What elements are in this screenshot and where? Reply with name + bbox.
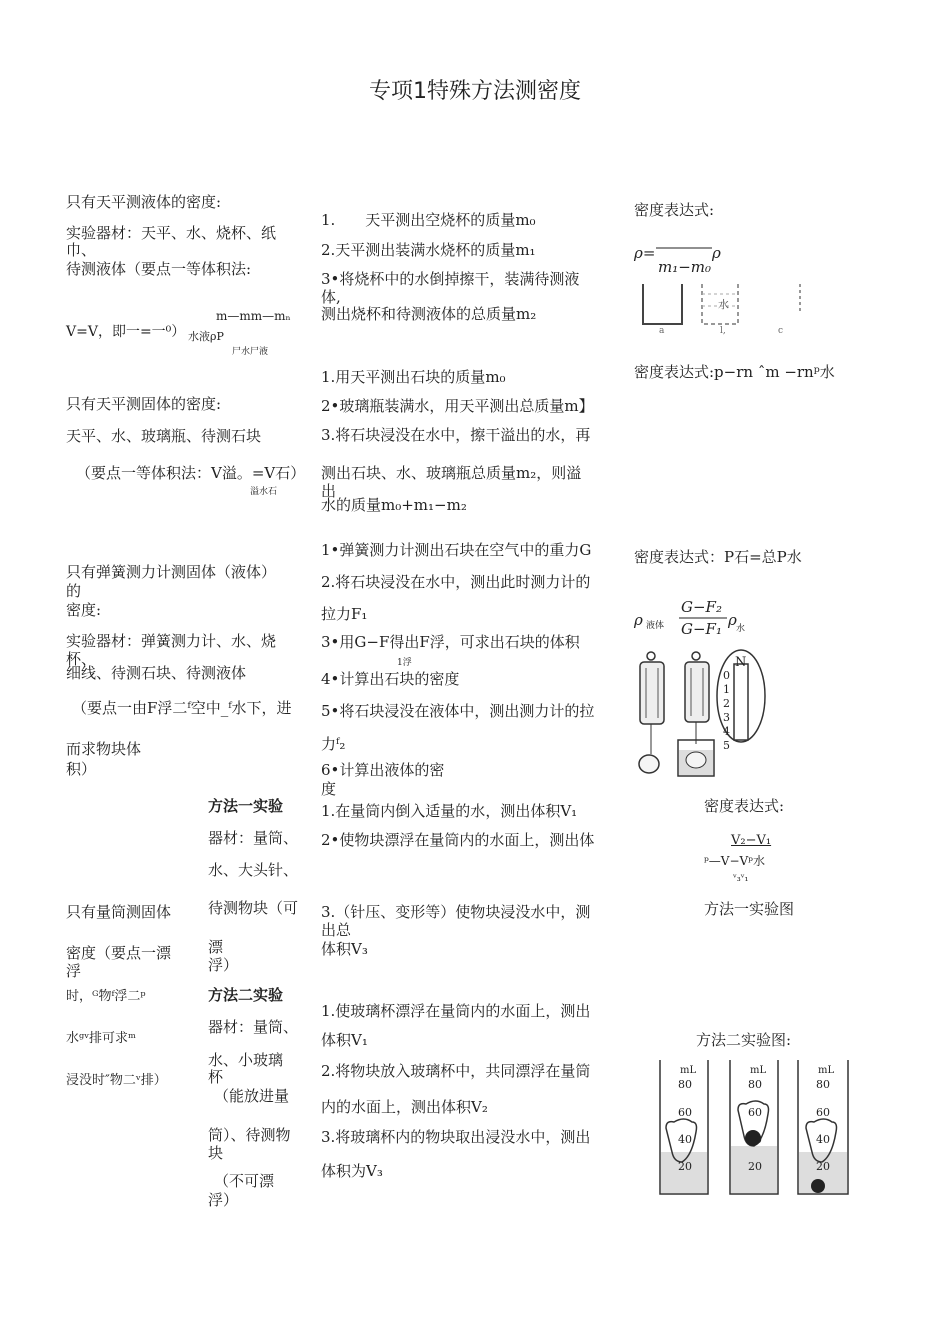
cylinder-tick-40: 40 bbox=[678, 1133, 692, 1146]
method2-equipment-8: 浮） bbox=[208, 1191, 239, 1209]
method1-equipment-4: 漂 bbox=[208, 938, 224, 956]
section2-heading: 只有天平测固体的密度: bbox=[66, 395, 222, 413]
cylinder-unit-3: mL bbox=[818, 1065, 835, 1076]
method2-equipment-2: 水、小玻璃 bbox=[208, 1051, 284, 1069]
fig-label-a: a bbox=[659, 326, 665, 336]
method2-step-1: 1.使玻璃杯漂浮在量筒内的水面上，测出 bbox=[321, 1002, 591, 1020]
method2-equipment: 器材：量筒、 bbox=[208, 1018, 299, 1036]
method1-title: 方法一实验 bbox=[208, 797, 284, 815]
method1-figure-caption: 方法一实验图 bbox=[704, 900, 795, 918]
method2-step-3-cont: 体积为V₃ bbox=[321, 1162, 383, 1180]
cylinder-tick-60: 60 bbox=[748, 1106, 762, 1119]
section1-heading: 只有天平测液体的密度: bbox=[66, 193, 222, 211]
method1-formula-2: ᵖ—V−Vᵖ水 bbox=[704, 854, 765, 868]
section3-equipment-cont: 杯、 bbox=[66, 650, 97, 668]
cylinder-tick-20: 20 bbox=[816, 1160, 830, 1173]
method2-equipment-5: 筒）、待测物 bbox=[208, 1126, 291, 1144]
method1-formula-3: ᵛ₃ᵛ₁ bbox=[733, 873, 749, 884]
method1-step-2: 2•使物块漂浮在量筒内的水面上，测出体 bbox=[321, 831, 595, 849]
section4-density-4: 水ᵍᵛ排可求ᵐ bbox=[66, 1031, 137, 1046]
section1-equipment-cont: 巾、 bbox=[66, 241, 97, 259]
section3-formula-sub: 液体 bbox=[646, 621, 665, 631]
section1-formula-rho: ρ= bbox=[634, 244, 656, 262]
method2-step-3: 3.将玻璃杯内的物块取出浸没水中，测出 bbox=[321, 1128, 591, 1146]
cylinder-tick-80: 80 bbox=[816, 1078, 830, 1091]
section3-step-6-cont: 度 bbox=[321, 780, 337, 798]
section1-eq-left: V=V，即一=一⁰） bbox=[66, 324, 186, 340]
method1-expr: 密度表达式: bbox=[704, 797, 785, 815]
gauge-num-2: 2 bbox=[723, 697, 730, 710]
method2-figure-caption: 方法二实验图: bbox=[696, 1031, 792, 1049]
section1-eq-mid: 水液ρP bbox=[188, 330, 224, 343]
section4-density-5: 浸没时″物二ᵛ排） bbox=[66, 1073, 167, 1088]
section3-step-3: 3•用G−F得出F浮，可求出石块的体积 bbox=[321, 633, 580, 651]
gauge-num-1: 1 bbox=[723, 683, 730, 696]
gauge-num-0: 0 bbox=[723, 669, 730, 682]
section3-formula-rho2: ρ bbox=[728, 611, 737, 629]
section3-step-2-cont: 拉力F₁ bbox=[321, 605, 368, 623]
method2-equipment-3: 杯 bbox=[208, 1068, 224, 1086]
section3-formula-rho: ρ bbox=[634, 611, 643, 629]
section3-step-5-cont: 力ᶠ₂ bbox=[321, 735, 346, 753]
section1-expr-label: 密度表达式: bbox=[634, 201, 715, 219]
fraction-bar bbox=[679, 616, 729, 620]
section3-step-6: 6•计算出液体的密 bbox=[321, 761, 445, 779]
section3-heading-cont: 的 bbox=[66, 582, 82, 600]
section1-eq-top: m—mm—mₙ bbox=[216, 309, 291, 323]
section4-density: 密度（要点一漂 bbox=[66, 944, 172, 962]
section2-step-1: 1.用天平测出石块的质量m₀ bbox=[321, 368, 506, 386]
cylinder-tick-60: 60 bbox=[678, 1106, 692, 1119]
method2-title: 方法二实验 bbox=[208, 986, 284, 1004]
fig-label-b: l, bbox=[720, 326, 726, 336]
cylinder-tick-20: 20 bbox=[748, 1160, 762, 1173]
section3-heading-end: 密度: bbox=[66, 601, 102, 619]
section3-equipment: 实验器材：弹簧测力计、水、烧 bbox=[66, 632, 277, 650]
section3-step-1: 1•弹簧测力计测出石块在空气中的重力G bbox=[321, 541, 592, 559]
method1-equipment-5: 浮） bbox=[208, 956, 239, 974]
cylinder-unit-2: mL bbox=[750, 1065, 767, 1076]
cylinder-tick-40: 40 bbox=[816, 1133, 830, 1146]
section2-step-4-cont: 出 bbox=[321, 482, 337, 500]
section3-step-4: 4•计算出石块的密度 bbox=[321, 670, 460, 688]
cylinder-tick-80: 80 bbox=[748, 1078, 762, 1091]
section1-step-4: 测出烧杯和待测液体的总质量m₂ bbox=[321, 305, 537, 323]
section3-formula-den: G−F₁ bbox=[681, 620, 722, 638]
method2-step-2: 2.将物块放入玻璃杯中，共同漂浮在量筒 bbox=[321, 1062, 591, 1080]
page-title: 专项1特殊方法测密度 bbox=[369, 79, 581, 104]
section3-step-5: 5•将石块浸没在液体中，测出测力计的拉 bbox=[321, 702, 595, 720]
section1-formula-den: m₁−m₀ bbox=[658, 258, 712, 276]
section2-step-3: 3.将石块浸没在水中，擦干溢出的水，再 bbox=[321, 426, 591, 444]
method1-step-3-cont: 出总 bbox=[321, 921, 352, 939]
section1-step-1: 1. 天平测出空烧杯的质量m₀ bbox=[321, 211, 536, 229]
method1-step-3-end: 体积V₃ bbox=[321, 940, 368, 958]
section3-step-3-sub: 1浮 bbox=[397, 658, 412, 668]
section3-note-end: 积） bbox=[66, 760, 97, 778]
section2-step-2: 2•玻璃瓶装满水，用天平测出总质量m】 bbox=[321, 397, 594, 415]
gauge-letter: N bbox=[735, 655, 747, 670]
cylinder-tick-60: 60 bbox=[816, 1106, 830, 1119]
section4-density-2: 浮 bbox=[66, 962, 82, 980]
method2-step-1-cont: 体积V₁ bbox=[321, 1031, 368, 1049]
section1-step-3: 3•将烧杯中的水倒掉擦干，装满待测液 bbox=[321, 270, 580, 288]
gauge-num-3: 3 bbox=[723, 711, 730, 724]
cylinder-unit-1: mL bbox=[680, 1065, 697, 1076]
section2-expr: 密度表达式:p−rn ˆm −rnᵖ水 bbox=[634, 363, 835, 381]
fraction-bar bbox=[656, 246, 714, 250]
method1-equipment-3: 待测物块（可 bbox=[208, 899, 299, 917]
section3-note-cont: 而求物块体 bbox=[66, 740, 142, 758]
method2-equipment-4: （能放进量 bbox=[214, 1087, 290, 1105]
section3-formula-sub2: 水 bbox=[736, 624, 746, 634]
section3-formula-num: G−F₂ bbox=[681, 598, 722, 616]
method2-step-2-cont: 内的水面上，测出体积V₂ bbox=[321, 1098, 488, 1116]
section2-step-4: 测出石块、水、玻璃瓶总质量m₂，则溢 bbox=[321, 464, 582, 482]
method1-formula-1: V₂−V₁ bbox=[731, 833, 772, 848]
spring-scale-figure bbox=[632, 648, 772, 780]
gauge-num-5: 5 bbox=[723, 739, 730, 752]
method2-equipment-6: 块 bbox=[208, 1144, 224, 1162]
method1-equipment-2: 水、大头针、 bbox=[208, 861, 299, 879]
fig-label-water: 水 bbox=[718, 298, 729, 311]
cylinder-tick-20: 20 bbox=[678, 1160, 692, 1173]
cylinder-tick-80: 80 bbox=[678, 1078, 692, 1091]
section2-step-5: 水的质量m₀+m₁−m₂ bbox=[321, 496, 467, 514]
cylinder-tick-40: 40 bbox=[748, 1133, 762, 1146]
method1-equipment: 器材：量筒、 bbox=[208, 829, 299, 847]
section2-note-sub: 溢水石 bbox=[250, 487, 278, 497]
section2-equipment: 天平、水、玻璃瓶、待测石块 bbox=[66, 427, 262, 445]
method1-step-3: 3.（针压、变形等）使物块浸没水中，测 bbox=[321, 903, 591, 921]
method2-equipment-7: （不可漂 bbox=[214, 1172, 275, 1190]
method1-step-1: 1.在量筒内倒入适量的水，测出体积V₁ bbox=[321, 802, 578, 820]
gauge-num-4: 4 bbox=[723, 725, 730, 738]
section3-note: （要点一由F浮二ᶠ空中_ᶠ水下，进 bbox=[72, 699, 292, 717]
section1-step-2: 2.天平测出装满水烧杯的质量m₁ bbox=[321, 241, 536, 259]
section1-equipment: 实验器材：天平、水、烧杯、纸 bbox=[66, 224, 277, 242]
section4-heading: 只有量筒测固体 bbox=[66, 903, 172, 921]
section3-heading: 只有弹簧测力计测固体（液体） bbox=[66, 563, 277, 581]
fig-label-c: c bbox=[778, 326, 784, 336]
section4-density-3: 时，ᴳ物ᶠ浮二ᵖ bbox=[66, 989, 146, 1004]
section1-equipment-note: 待测液体（要点一等体积法: bbox=[66, 260, 252, 278]
section3-step-2: 2.将石块浸没在水中，测出此时测力计的 bbox=[321, 573, 591, 591]
section1-step-3-cont: 体, bbox=[321, 288, 341, 306]
section3-expr: 密度表达式：P石=总P水 bbox=[634, 548, 802, 566]
section3-equipment-end: 细线、待测石块、待测液体 bbox=[66, 664, 247, 682]
section1-eq-bot: 尸水尸液 bbox=[232, 347, 269, 357]
section1-formula-rho2: ρ bbox=[712, 244, 721, 262]
section2-note: （要点一等体积法：V溢。=V石） bbox=[76, 464, 306, 482]
